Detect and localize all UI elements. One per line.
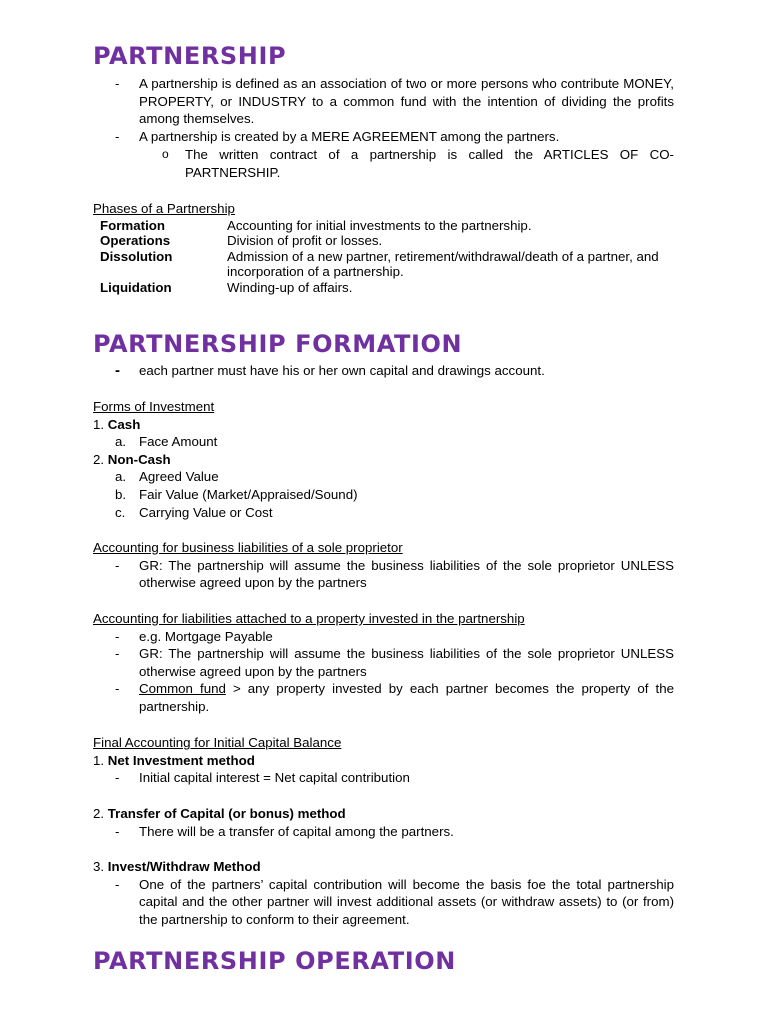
dash-bullet: - (115, 628, 120, 644)
dash-bullet: - (115, 557, 120, 573)
list-item (93, 504, 674, 522)
final-accounting-title: Final Accounting for Initial Capital Balance (93, 735, 342, 750)
list-item (93, 362, 674, 380)
heading-partnership-operation: PARTNERSHIP OPERATION (93, 947, 456, 975)
liabilities-bullet: GR: The partnership will assume the business liabilities of the sole proprietor UNLESS otherwise agreed upon by the partners (139, 557, 674, 591)
phase-name: Operations (100, 233, 171, 249)
circle-bullet: o (162, 147, 169, 162)
list-number: 1. (93, 416, 105, 432)
list-item (93, 628, 674, 646)
noncash-item: Agreed Value (139, 469, 219, 485)
list-number: 1. (93, 752, 105, 768)
liabilities-section (93, 539, 674, 592)
list-item (93, 876, 674, 929)
formation-bullet-1: each partner must have his or her own capital and drawings account. (139, 363, 545, 378)
phase-name: Liquidation (100, 279, 172, 295)
dash-bullet: - (115, 646, 120, 662)
phase-desc: Admission of a new partner, retirement/withdrawal/death of a partner, and incorporation of a partnership. (227, 248, 659, 280)
cash-item: Face Amount (139, 434, 218, 450)
dash-bullet: - (115, 362, 120, 379)
method-label: Transfer of Capital (or bonus) method (107, 806, 346, 821)
phases-title: Phases of a Partnership (93, 201, 235, 216)
noncash-label: Non-Cash (107, 451, 171, 467)
property-bullet: > any property invested by each partner becomes the property of the partnership. (139, 681, 675, 714)
phases-table (95, 218, 672, 296)
intro-bullet-2: A partnership is created by a MERE AGREEMENT among the partners. (139, 128, 560, 144)
table-row (95, 249, 672, 280)
list-item (93, 75, 674, 128)
method-label: Net Investment method (107, 752, 255, 768)
method-2-section (93, 805, 674, 840)
list-item (93, 146, 674, 181)
method-bullet: There will be a transfer of capital among the partners. (139, 823, 454, 839)
list-item (93, 680, 674, 715)
forms-section (93, 398, 674, 521)
list-number: 3. (93, 859, 105, 874)
list-number: 2. (93, 451, 105, 467)
table-row (95, 280, 672, 296)
final-accounting-section (93, 734, 674, 787)
intro-section (93, 75, 674, 182)
list-item (93, 416, 674, 434)
phase-name: Formation (100, 217, 166, 233)
dash-bullet: - (115, 76, 120, 91)
list-item (93, 451, 674, 469)
phase-desc: Accounting for initial investments to the partnership. (227, 217, 532, 233)
phases-section (93, 200, 674, 295)
list-item (93, 769, 674, 787)
list-item (93, 752, 674, 770)
method-3-section (93, 858, 674, 928)
dash-bullet: - (115, 770, 120, 786)
cash-label: Cash (107, 416, 141, 432)
dash-bullet: - (115, 876, 120, 892)
phase-desc: Division of profit or losses. (227, 233, 383, 249)
dash-bullet: - (115, 681, 120, 697)
table-row (95, 218, 672, 234)
phase-desc: Winding-up of affairs. (227, 279, 353, 295)
list-item (93, 805, 674, 823)
list-item (93, 486, 674, 504)
list-item (93, 128, 674, 146)
dash-bullet: - (115, 823, 120, 839)
method-bullet: Initial capital interest = Net capital contribution (139, 770, 410, 786)
property-bullet: GR: The partnership will assume the business liabilities of the sole proprietor UNLESS otherwise agreed upon by the partners (139, 646, 674, 679)
property-title: Accounting for liabilities attached to a property invested in the partnership (93, 611, 525, 626)
liabilities-title: Accounting for business liabilities of a sole proprietor (93, 540, 403, 555)
list-item (93, 557, 674, 592)
letter-marker: c. (115, 504, 126, 520)
property-section (93, 610, 674, 716)
property-bullet: e.g. Mortgage Payable (139, 628, 273, 644)
method-bullet: One of the partners’ capital contribution will become the basis foe the total partnership capital and the other partner will invest additional assets (or withdraw assets) to (or from) the partnership to conform to their agreement. (139, 876, 674, 927)
letter-marker: b. (115, 486, 127, 502)
intro-bullet-1: A partnership is defined as an association of two or more persons who contribute MONEY, PROPERTY, or INDUSTRY to a common fund with the intention of dividing the profits among themselves. (139, 76, 674, 127)
noncash-item: Carrying Value or Cost (139, 504, 273, 520)
list-item (93, 433, 674, 451)
list-item (93, 858, 674, 876)
list-item (93, 823, 674, 841)
list-item (93, 645, 674, 680)
method-label: Invest/Withdraw Method (107, 859, 261, 874)
dash-bullet: - (115, 128, 120, 144)
letter-marker: a. (115, 434, 127, 450)
heading-partnership: PARTNERSHIP (93, 42, 287, 70)
noncash-item: Fair Value (Market/Appraised/Sound) (139, 486, 358, 502)
phase-name: Dissolution (100, 248, 173, 264)
intro-sub-1: The written contract of a partnership is called the ARTICLES OF CO-PARTNERSHIP. (185, 147, 674, 180)
list-number: 2. (93, 806, 105, 821)
formation-section (93, 362, 674, 380)
letter-marker: a. (115, 469, 127, 485)
forms-title: Forms of Investment (93, 399, 215, 414)
list-item (93, 468, 674, 486)
heading-partnership-formation: PARTNERSHIP FORMATION (93, 330, 463, 358)
common-fund-term: Common fund (139, 681, 226, 697)
table-row (95, 233, 672, 249)
